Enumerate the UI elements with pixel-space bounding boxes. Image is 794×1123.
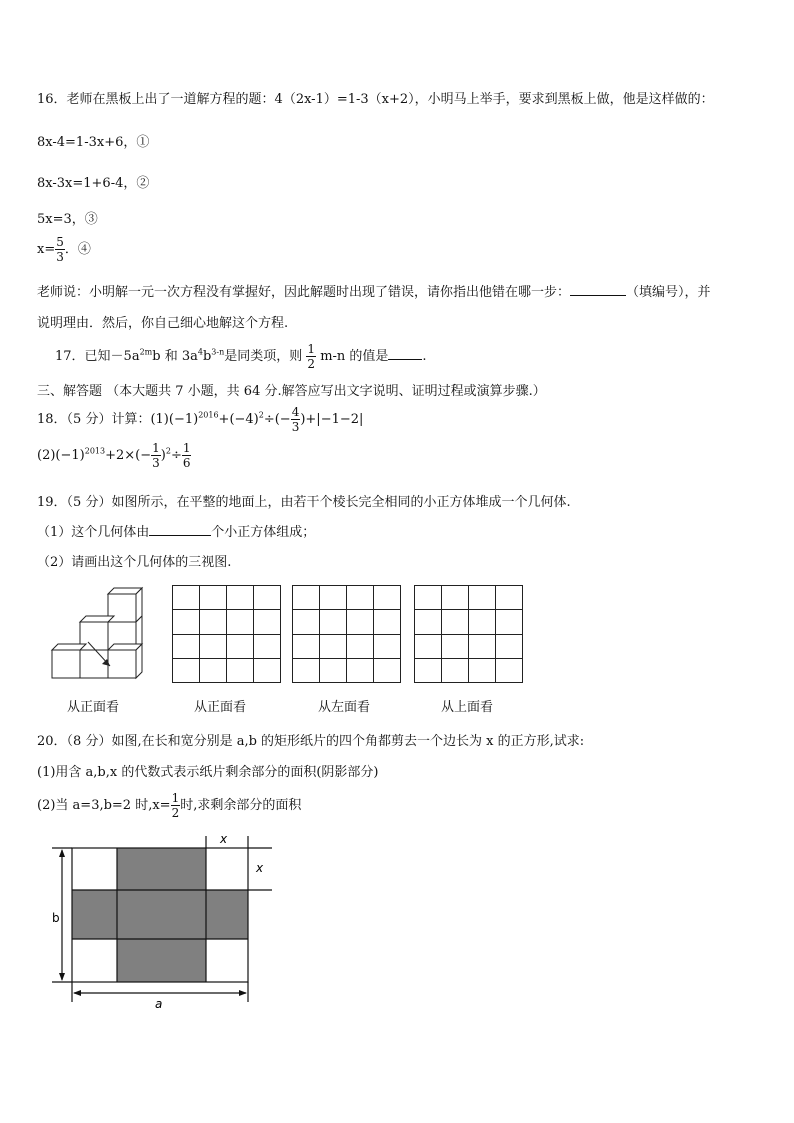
- fraction: $\frac{1}{6}$: [182, 441, 191, 470]
- q16-step1: 8x-4=1-3x+6，①: [37, 135, 150, 150]
- answer-blank[interactable]: [570, 283, 626, 296]
- q18-part1: 18．（5 分）计算：$(1)(-1)^{2016}+(-4)^2\div(-$ $\frac{4}{3}$ )+|−1−2|: [37, 405, 364, 434]
- q19-sub2: （2）请画出这个几何体的三视图.: [37, 555, 232, 570]
- q20-sub2: (2)当 a=3,b=2 时,x= $\frac{1}{2}$ 时,求剩余部分的面积: [37, 791, 302, 820]
- q19-sub1: （1）这个几何体由 个小正方体组成；: [37, 525, 316, 540]
- answer-blank[interactable]: [388, 347, 422, 360]
- cube-stack-figure: [44, 586, 150, 690]
- top-view-grid[interactable]: [414, 585, 524, 685]
- fraction: $\frac{1}{2}$: [171, 791, 180, 820]
- q16-stem: 16．老师在黑板上出了一道解方程的题：4（2x-1）=1-3（x+2），小明马上举手，要求到黑板上做，他是这样做的：: [37, 92, 714, 107]
- label-b: b: [52, 911, 60, 925]
- caption-figure: 从正面看: [67, 700, 120, 715]
- caption-top-view: 从上面看: [441, 700, 494, 715]
- q18-part2: $(2)(-1)^{2013}+2\times(-$ $\frac{1}{3}$ )$^2$÷ $\frac{1}{6}$: [37, 441, 191, 470]
- shade-bottom: [117, 939, 206, 982]
- q16-step2: 8x-3x=1+6-4，②: [37, 176, 150, 191]
- label-x-top: x: [220, 832, 228, 846]
- q16-comment-2: 说明理由．然后，你自己细心地解这个方程.: [37, 316, 289, 331]
- q16-step4: x= $\frac{5}{3}$ ．④: [37, 235, 91, 264]
- label-a: a: [155, 997, 163, 1008]
- answer-blank[interactable]: [149, 523, 211, 536]
- fraction: $\frac{1}{3}$: [152, 441, 160, 470]
- q16-step3: 5x=3，③: [37, 212, 98, 227]
- caption-left-view: 从左面看: [318, 700, 371, 715]
- fraction: $\frac{1}{2}$: [307, 342, 316, 371]
- front-view-grid[interactable]: [172, 585, 282, 685]
- q20-stem: 20．（8 分）如图,在长和宽分别是 a,b 的矩形纸片的四个角都剪去一个边长为 x 的正方形,试求:: [37, 734, 585, 749]
- shade-top: [117, 848, 206, 890]
- section-header: 三、解答题 （本大题共 7 小题，共 64 分.解答应写出文字说明、证明过程或演算步骤.）: [37, 384, 546, 399]
- cut-corner-rectangle-figure: [44, 830, 284, 1008]
- caption-front-view: 从正面看: [194, 700, 247, 715]
- shade-middle: [72, 890, 248, 939]
- q17: 17．已知$-5a^{2m}b$ 和 $3a^4b^{3-n}$是同类项，则 $\frac{1}{2}$ m-n 的值是 .: [55, 342, 427, 371]
- q20-sub1: (1)用含 a,b,x 的代数式表示纸片剩余部分的面积(阴影部分): [37, 765, 379, 780]
- fraction: $\frac{5}{3}$: [56, 235, 64, 264]
- left-view-grid[interactable]: [292, 585, 402, 685]
- q19-stem: 19．（5 分）如图所示，在平整的地面上，由若干个棱长完全相同的小正方体堆成一个几何体.: [37, 495, 571, 510]
- label-x-right: x: [256, 861, 264, 875]
- fraction: $\frac{4}{3}$: [291, 405, 300, 434]
- q16-comment: 老师说：小明解一元一次方程没有掌握好，因此解题时出现了错误，请你指出他错在哪一步： （填编号），并: [37, 285, 711, 300]
